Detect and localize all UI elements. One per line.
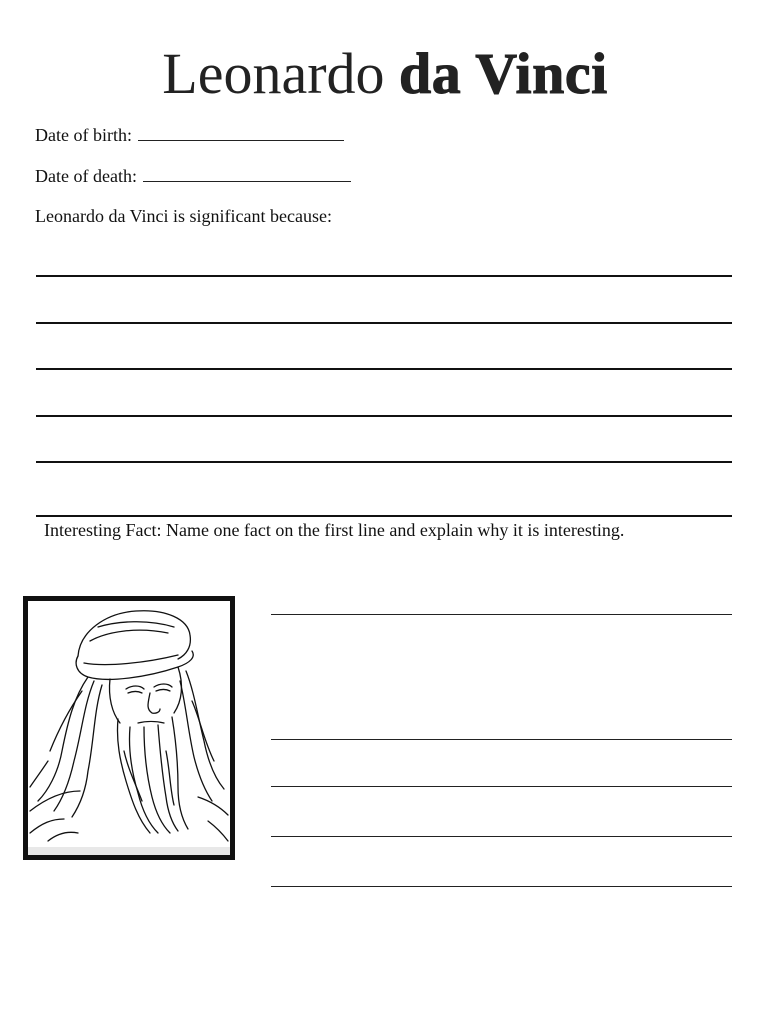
interesting-fact-prompt: Interesting Fact: Name one fact on the first line and explain why it is interesting. [44, 520, 625, 540]
date-of-birth-row [35, 124, 344, 146]
date-of-death-blank[interactable] [143, 165, 351, 182]
significance-answer-line[interactable] [36, 368, 732, 370]
significance-prompt: Leonardo da Vinci is significant because: [35, 206, 332, 226]
date-of-death-label: Date of death: [35, 166, 137, 186]
date-of-birth-blank[interactable] [138, 124, 344, 141]
significance-answer-line[interactable] [36, 275, 732, 277]
title-first-name: Leonardo [162, 41, 385, 106]
portrait-sketch-icon [28, 601, 230, 855]
fact-explanation-line[interactable] [271, 739, 732, 740]
fact-explanation-line[interactable] [271, 886, 732, 887]
significance-answer-line[interactable] [36, 461, 732, 463]
date-of-birth-label: Date of birth: [35, 125, 132, 145]
interesting-fact-divider [36, 515, 732, 517]
date-of-death-row [35, 165, 351, 187]
title-surname: da Vinci [399, 41, 608, 106]
fact-answer-line[interactable] [271, 614, 732, 615]
significance-answer-line[interactable] [36, 322, 732, 324]
fact-explanation-line[interactable] [271, 786, 732, 787]
significance-answer-line[interactable] [36, 415, 732, 417]
leonardo-portrait-image [23, 596, 235, 860]
worksheet-title [0, 38, 770, 110]
fact-explanation-line[interactable] [271, 836, 732, 837]
